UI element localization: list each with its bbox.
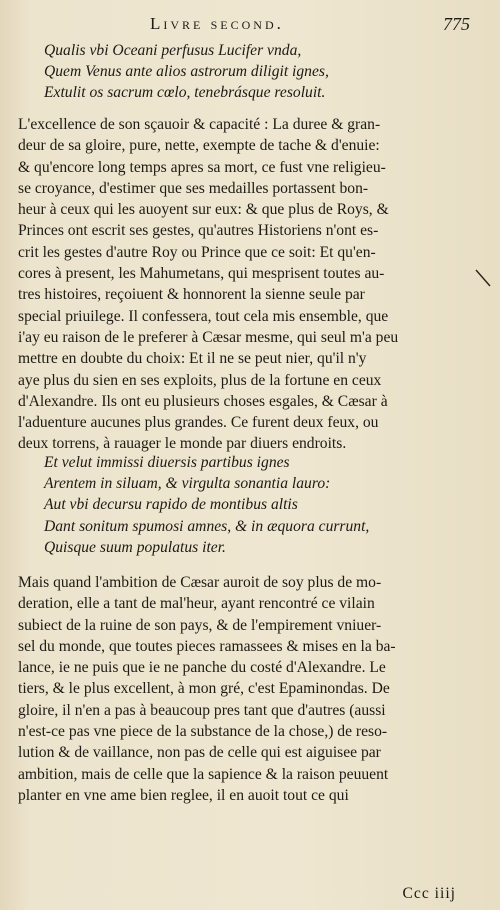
verse-quotation-1 xyxy=(44,40,329,104)
prose-line: & qu'encore long temps apres sa mort, ce fust vne religieu- xyxy=(18,158,386,176)
verse-line: Dant sonitum spumosi amnes, & in æquora currunt, xyxy=(44,517,370,535)
margin-annotation-mark xyxy=(474,268,492,288)
prose-line: sel du monde, que toutes pieces ramassees & mises en la ba- xyxy=(18,637,396,655)
prose-line: planter en vne ame bien reglee, il en auoit tout ce qui xyxy=(18,786,349,804)
prose-line: tres histoires, reçoiuent & honnorent la sienne seule par xyxy=(18,286,365,304)
verse-line: Qualis vbi Oceani perfusus Lucifer vnda, xyxy=(44,42,302,59)
verse-line: Quisque suum populatus iter. xyxy=(44,538,226,556)
signature-mark: Ccc iiij xyxy=(402,885,456,902)
running-head: Livre second. xyxy=(150,14,284,33)
prose-line: d'Alexandre. Ils ont eu plusieurs choses esgales, & Cæsar à xyxy=(18,392,388,410)
prose-line: heur à ceux qui les auoyent sur eux: & que plus de Roys, & xyxy=(18,201,389,219)
prose-line: mettre en doubte du choix: Et il ne se peut nier, qu'il n'y xyxy=(18,350,367,368)
prose-line: deration, elle a tant de mal'heur, ayant rencontré ce vilain xyxy=(18,595,375,613)
verse-line: Quem Venus ante alios astrorum diligit ignes, xyxy=(44,63,329,81)
prose-line: aye plus du sien en ses exploits, plus de la fortune en ceux xyxy=(18,371,382,389)
prose-line: ambition, mais de celle que la sapience & la raison peuuent xyxy=(18,765,389,783)
prose-line: tiers, & le plus excellent, à mon gré, c'est Epaminondas. De xyxy=(18,680,390,698)
prose-line: lution & de vaillance, non pas de celle qui est aiguisee par xyxy=(18,744,381,762)
prose-line: l'aduenture aucunes plus grandes. Ce furent deux feux, ou xyxy=(18,414,379,432)
page-number: 775 xyxy=(443,14,470,34)
prose-line: cores à present, les Mahumetans, qui mesprisent toutes au- xyxy=(18,265,385,283)
prose-line: n'est-ce pas vne piece de la substance de la chose,) de reso- xyxy=(18,723,388,741)
prose-line: deur de sa gloire, pure, nette, exempte de tache & d'enuie: xyxy=(18,137,380,155)
page-header xyxy=(150,14,470,38)
verse-quotation-2 xyxy=(44,452,369,558)
prose-paragraph-1 xyxy=(18,114,462,455)
prose-line: subiect de la ruine de son pays, & de l'empirement vniuer- xyxy=(18,616,382,634)
verse-line: Aut vbi decursu rapido de montibus altis xyxy=(44,496,298,514)
prose-line: gloire, il n'en a pas à beaucoup pres tant que d'autres (aussi xyxy=(18,701,386,719)
prose-line: se croyance, d'estimer que ses medailles portassent bon- xyxy=(18,179,369,197)
prose-line: Mais quand l'ambition de Cæsar auroit de soy plus de mo- xyxy=(18,574,382,591)
prose-line: i'ay eu raison de le preferer à Cæsar mesme, qui seul m'a peu xyxy=(18,328,399,346)
prose-line: lance, ie ne puis que ie ne panche du costé d'Alexandre. Le xyxy=(18,659,386,677)
prose-line: crit les gestes d'autre Roy ou Prince que ce soit: Et qu'en- xyxy=(18,243,376,261)
prose-line: special priuilege. Il confessera, tout cela mis ensemble, que xyxy=(18,307,389,325)
prose-line: Princes ont escrit ses gestes, qu'autres Historiens n'ont es- xyxy=(18,222,379,240)
prose-line: deux torrens, à rauager le monde par diuers endroits. xyxy=(18,435,347,453)
verse-line: Arentem in siluam, & virgulta sonantia lauro: xyxy=(44,475,331,493)
prose-line: L'excellence de son sçauoir & capacité : La duree & gran- xyxy=(18,116,381,133)
verse-line: Et velut immissi diuersis partibus ignes xyxy=(44,454,290,471)
prose-paragraph-2 xyxy=(18,572,462,806)
verse-line: Extulit os sacrum cœlo, tenebrásque resoluit. xyxy=(44,84,326,102)
